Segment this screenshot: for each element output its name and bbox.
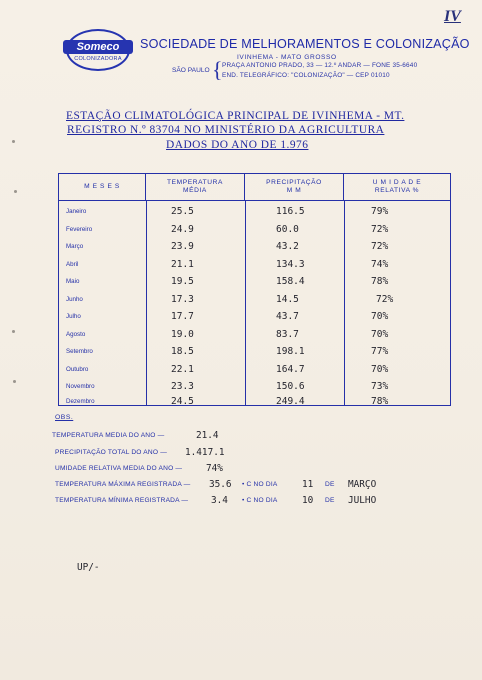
precipitation-cell: 60.0 [276, 223, 299, 235]
precipitation-cell: 43.7 [276, 311, 299, 322]
table-row [59, 326, 450, 344]
humidity-cell: 73% [371, 381, 389, 392]
logo-subtitle: COLONIZADORA [74, 56, 122, 62]
max-temp-value: 35.6 [209, 479, 232, 490]
min-temp-day-label: • C NO DIA [242, 497, 278, 504]
table-row [59, 256, 450, 274]
table-row [59, 393, 450, 411]
punch-hole [12, 330, 15, 333]
header-humidity-line2: RELATIVA % [374, 187, 420, 194]
precipitation-cell: 158.4 [276, 276, 305, 287]
temperature-cell: 19.5 [171, 276, 194, 287]
precipitation-cell: 198.1 [276, 346, 305, 357]
month-cell: Janeiro [66, 208, 87, 215]
precipitation-cell: 116.5 [276, 206, 305, 217]
avg-humidity-label: UMIDADE RELATIVA MEDIA DO ANO — [55, 465, 183, 472]
min-temp-month: JULHO [348, 495, 377, 506]
sao-paulo-label: SÃO PAULO [172, 67, 210, 74]
temperature-cell: 24.5 [171, 396, 194, 407]
precipitation-cell: 249.4 [276, 396, 305, 407]
max-temp-de-label: DE [325, 481, 335, 488]
month-cell: Novembro [66, 383, 95, 390]
max-temp-month: MARÇO [348, 479, 377, 490]
table-row [59, 238, 450, 256]
month-cell: Julho [66, 313, 81, 320]
brace-symbol: { [212, 57, 223, 82]
precipitation-cell: 134.3 [276, 258, 305, 270]
min-temp-value: 3.4 [211, 495, 228, 506]
temperature-cell: 25.5 [171, 206, 194, 217]
header-precipitation [245, 174, 344, 200]
max-temp-day: 11 [302, 479, 314, 490]
temperature-cell: 21.1 [171, 258, 194, 270]
header-precipitation-line2: M M [286, 187, 302, 194]
page-number: IV [444, 8, 461, 25]
title-station: ESTAÇÃO CLIMATOLÓGICA PRINCIPAL DE IVINHEMA - MT. [66, 110, 405, 122]
company-logo [66, 29, 130, 71]
header-months [59, 174, 146, 200]
month-cell: Abril [66, 260, 79, 268]
avg-humidity-value: 74% [206, 463, 223, 474]
table-row [59, 291, 450, 309]
humidity-cell: 79% [371, 206, 389, 217]
humidity-cell: 74% [371, 258, 389, 270]
temperature-cell: 19.0 [171, 328, 194, 340]
punch-hole [13, 380, 16, 383]
table-row [59, 343, 450, 361]
header-humidity-line1: U M I D A D E [372, 179, 422, 186]
month-cell: Outubro [66, 365, 89, 373]
temperature-cell: 17.3 [171, 293, 194, 305]
punch-hole [14, 190, 17, 193]
precipitation-cell: 150.6 [276, 381, 305, 392]
min-temp-label: TEMPERATURA MÍNIMA REGISTRADA — [55, 497, 189, 504]
typist-initials: UP/- [77, 562, 100, 573]
table-row [59, 203, 450, 221]
header-divider [59, 200, 450, 201]
temperature-cell: 22.1 [171, 363, 194, 375]
punch-hole [12, 140, 15, 143]
title-registry: REGISTRO N.º 83704 NO MINISTÉRIO DA AGRICULTURA [67, 124, 385, 136]
month-cell: Agosto [66, 330, 86, 338]
table-row [59, 361, 450, 379]
address-line-1: PRAÇA ANTONIO PRADO, 33 — 12.º ANDAR — FONE 35-6640 [222, 62, 418, 69]
avg-temp-label: TEMPERATURA MEDIA DO ANO — [52, 432, 165, 439]
temperature-cell: 23.9 [171, 241, 194, 252]
humidity-cell: 78% [371, 276, 389, 287]
humidity-cell: 72% [376, 293, 394, 305]
humidity-cell: 72% [371, 241, 389, 252]
temperature-cell: 18.5 [171, 346, 194, 357]
header-temperature [146, 174, 245, 200]
company-city: IVINHEMA - MATO GROSSO [237, 54, 337, 61]
header-temperature-line2: MÉDIA [183, 187, 207, 194]
precipitation-cell: 43.2 [276, 241, 299, 252]
max-temp-label: TEMPERATURA MÁXIMA REGISTRADA — [55, 481, 191, 488]
precipitation-cell: 14.5 [276, 293, 299, 305]
header-precipitation-line1: PRECIPITAÇÃO [266, 179, 322, 186]
min-temp-day: 10 [302, 495, 314, 506]
precipitation-cell: 164.7 [276, 363, 305, 375]
precipitation-cell: 83.7 [276, 328, 299, 340]
header-humidity [344, 174, 450, 200]
temperature-cell: 23.3 [171, 381, 194, 392]
table-row [59, 308, 450, 326]
precip-total-label: PRECIPITAÇÃO TOTAL DO ANO — [55, 449, 168, 456]
table-row [59, 273, 450, 291]
header-temperature-line1: TEMPERATURA [167, 179, 223, 186]
table-row [59, 221, 450, 239]
header-months-label: M E S E S [84, 183, 120, 190]
avg-temp-value: 21.4 [196, 430, 219, 441]
month-cell: Junho [66, 295, 83, 303]
humidity-cell: 70% [371, 363, 389, 375]
precip-total-value: 1.417.1 [185, 447, 225, 458]
humidity-cell: 70% [371, 311, 389, 322]
humidity-cell: 72% [371, 223, 389, 235]
month-cell: Maio [66, 278, 80, 285]
month-cell: Março [66, 243, 84, 250]
min-temp-de-label: DE [325, 497, 335, 504]
month-cell: Fevereiro [66, 225, 93, 233]
humidity-cell: 78% [371, 396, 389, 407]
month-cell: Dezembro [66, 398, 95, 405]
company-name: SOCIEDADE DE MELHORAMENTOS E COLONIZAÇÃO [140, 37, 470, 51]
address-line-2: END. TELEGRÁFICO: "COLONIZAÇÃO" — CEP 01010 [222, 72, 390, 79]
humidity-cell: 77% [371, 346, 389, 357]
title-year: DADOS DO ANO DE 1.976 [166, 139, 309, 151]
temperature-cell: 24.9 [171, 223, 194, 235]
obs-label: OBS. [55, 414, 74, 421]
climate-table [58, 173, 451, 406]
humidity-cell: 70% [371, 328, 389, 340]
temperature-cell: 17.7 [171, 311, 194, 322]
max-temp-day-label: • C NO DIA [242, 481, 278, 488]
logo-name: Someco [63, 40, 133, 54]
month-cell: Setembro [66, 348, 93, 355]
